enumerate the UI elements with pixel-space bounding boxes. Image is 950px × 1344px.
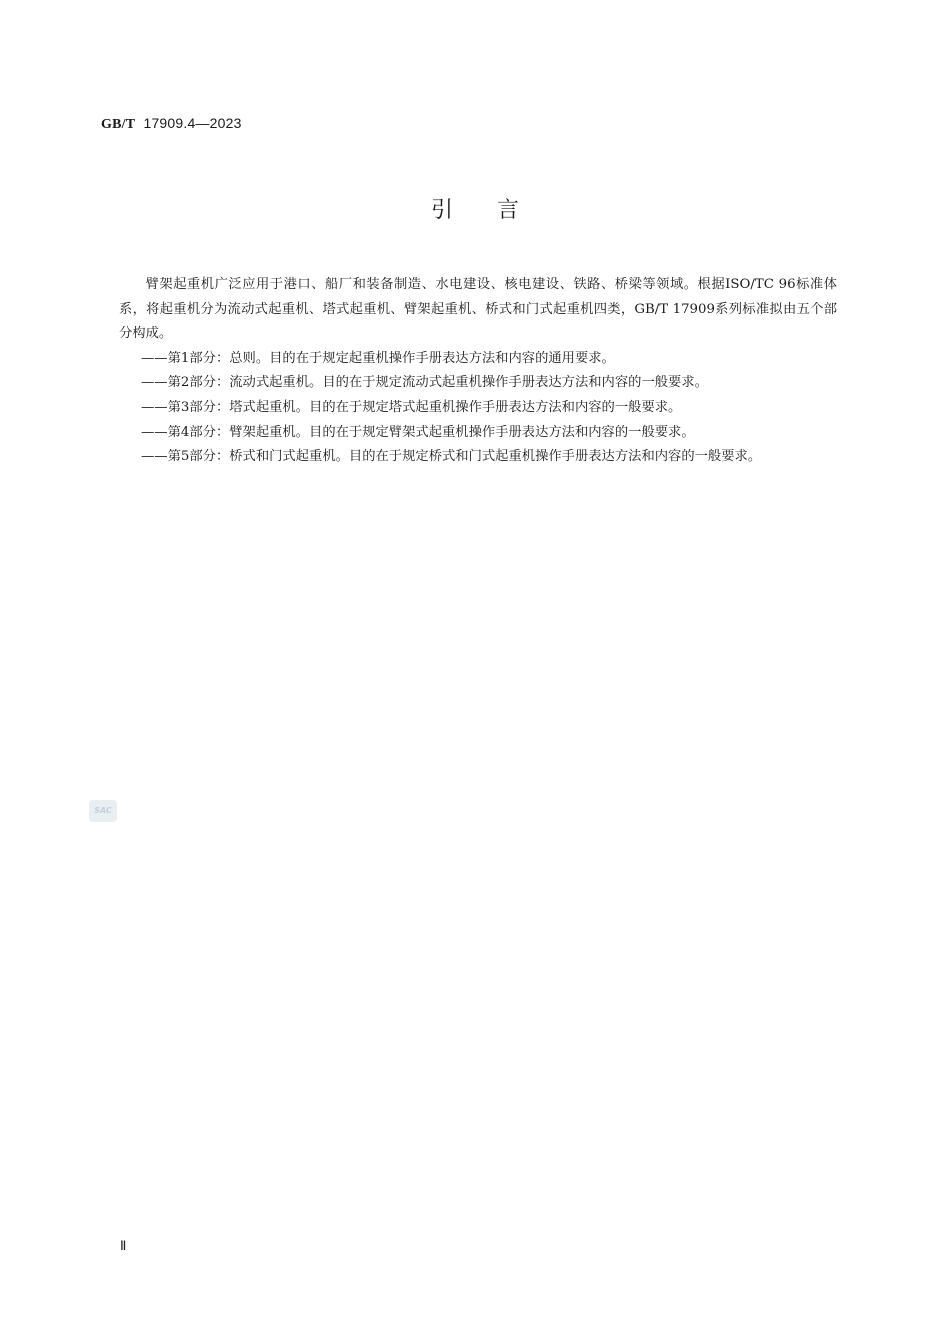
introduction-body [119, 273, 837, 470]
part-5-item: ——第5部分：桥式和门式起重机。目的在于规定桥式和门式起重机操作手册表达方法和内容的一般要求。 [141, 449, 762, 465]
part-3-item: ——第3部分：塔式起重机。目的在于规定塔式起重机操作手册表达方法和内容的一般要求。 [141, 399, 682, 415]
standard-prefix: GB/T [101, 117, 136, 132]
part-4-item: ——第4部分：臂架起重机。目的在于规定臂架式起重机操作手册表达方法和内容的一般要求。 [141, 424, 695, 440]
intro-paragraph: 臂架起重机广泛应用于港口、船厂和装备制造、水电建设、核电建设、铁路、桥梁等领域。根据ISO/TC 96标准体系，将起重机分为流动式起重机、塔式起重机、臂架起重机、桥式和门式起重机四类，GB/T 17909系列标准拟由五个部分构成。 [119, 277, 837, 342]
standard-number: 17909.4—2023 [143, 115, 242, 131]
part-2-item: ——第2部分：流动式起重机。目的在于规定流动式起重机操作手册表达方法和内容的一般要求。 [141, 375, 708, 391]
part-1-item: ——第1部分：总则。目的在于规定起重机操作手册表达方法和内容的通用要求。 [141, 350, 615, 366]
section-title: 引 言 [430, 198, 519, 223]
sac-watermark-logo: SAC [89, 800, 117, 822]
page-number: Ⅱ [120, 1238, 127, 1253]
standard-code [101, 113, 242, 135]
